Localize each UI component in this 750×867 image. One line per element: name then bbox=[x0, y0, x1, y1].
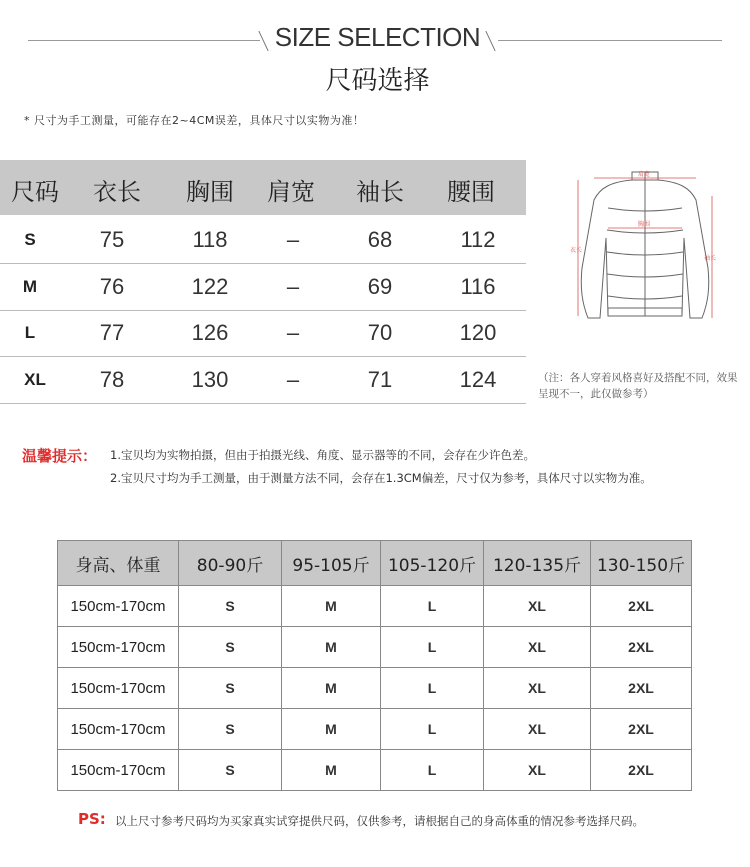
size-cell: S bbox=[179, 627, 282, 668]
jacket-measurement-diagram bbox=[570, 168, 720, 328]
page-title-cn: 尺码选择 bbox=[325, 66, 430, 96]
size-cell: M bbox=[282, 627, 381, 668]
diagram-label-chest: 胸围 bbox=[638, 221, 651, 228]
size-cell: S bbox=[179, 668, 282, 709]
ps-text: 以上尺寸参考尺码均为买家真实试穿提供尺码，仅供参考，请根据自己的身高体重的情况参考选择尺码。 bbox=[115, 814, 644, 828]
size-cell: L bbox=[381, 627, 484, 668]
length-value: 77 bbox=[99, 320, 125, 345]
waist-value: 124 bbox=[459, 367, 497, 392]
size-label: L bbox=[24, 323, 36, 342]
shoulder-value: – bbox=[286, 227, 300, 252]
sleeve-value: 70 bbox=[367, 320, 393, 345]
table-row bbox=[58, 668, 692, 709]
size-cell: M bbox=[282, 668, 381, 709]
header-weight-1: 80-90斤 bbox=[179, 541, 282, 586]
size-cell: L bbox=[381, 668, 484, 709]
header-sleeve: 袖长 bbox=[356, 178, 404, 206]
waist-value: 112 bbox=[460, 227, 496, 252]
header-shoulder: 肩宽 bbox=[267, 178, 315, 206]
size-cell: 2XL bbox=[591, 709, 692, 750]
weight-table-header bbox=[58, 541, 692, 586]
size-cell: 2XL bbox=[591, 750, 692, 791]
height-weight-table bbox=[57, 540, 692, 791]
header-height-weight: 身高、体重 bbox=[58, 541, 179, 586]
size-row-s bbox=[0, 217, 526, 264]
size-cell: XL bbox=[484, 627, 591, 668]
shoulder-value: – bbox=[286, 320, 300, 345]
size-cell: XL bbox=[484, 586, 591, 627]
size-cell: S bbox=[179, 709, 282, 750]
size-cell: 2XL bbox=[591, 586, 692, 627]
table-row bbox=[58, 627, 692, 668]
height-range: 150cm-170cm bbox=[58, 668, 179, 709]
header-chest: 胸围 bbox=[186, 178, 234, 206]
header-slash-right bbox=[485, 31, 495, 51]
measurement-note: * 尺寸为手工测量，可能存在2~4CM误差，具体尺寸以实物为准！ bbox=[24, 114, 365, 127]
size-label: M bbox=[22, 277, 38, 296]
table-row bbox=[58, 750, 692, 791]
header-slash-left bbox=[258, 31, 268, 51]
sleeve-value: 69 bbox=[367, 274, 393, 299]
shoulder-value: – bbox=[286, 367, 300, 392]
tips-label: 温馨提示： bbox=[22, 447, 98, 465]
table-row bbox=[58, 709, 692, 750]
size-cell: M bbox=[282, 750, 381, 791]
chest-value: 130 bbox=[191, 367, 229, 392]
header-rule-left bbox=[28, 40, 260, 41]
ps-label: PS: bbox=[78, 810, 106, 828]
header-weight-5: 130-150斤 bbox=[591, 541, 692, 586]
size-row-xl bbox=[0, 357, 526, 404]
size-cell: XL bbox=[484, 750, 591, 791]
height-range: 150cm-170cm bbox=[58, 586, 179, 627]
tip-2: 2.宝贝尺寸均为手工测量，由于测量方法不同，会存在1.3CM偏差，尺寸仅为参考，具体尺寸以实物为准。 bbox=[110, 471, 652, 485]
size-cell: XL bbox=[484, 709, 591, 750]
size-cell: 2XL bbox=[591, 627, 692, 668]
size-row-m bbox=[0, 264, 526, 311]
diagram-label-sleeve: 袖长 bbox=[704, 255, 717, 262]
height-range: 150cm-170cm bbox=[58, 627, 179, 668]
size-cell: S bbox=[179, 750, 282, 791]
size-cell: M bbox=[282, 709, 381, 750]
size-label: S bbox=[24, 230, 36, 249]
length-value: 78 bbox=[99, 367, 125, 392]
sleeve-value: 71 bbox=[367, 367, 393, 392]
shoulder-value: – bbox=[286, 274, 300, 299]
style-disclaimer: （注：各人穿着风格喜好及搭配不同，效果呈现不一，此仅做参考） bbox=[538, 372, 738, 400]
header-waist: 腰围 bbox=[447, 178, 495, 206]
size-cell: XL bbox=[484, 668, 591, 709]
header-weight-4: 120-135斤 bbox=[484, 541, 591, 586]
size-cell: S bbox=[179, 586, 282, 627]
sleeve-value: 68 bbox=[367, 227, 393, 252]
table-row bbox=[58, 586, 692, 627]
waist-value: 120 bbox=[459, 320, 497, 345]
length-value: 75 bbox=[99, 227, 125, 252]
header-weight-3: 105-120斤 bbox=[381, 541, 484, 586]
size-cell: L bbox=[381, 709, 484, 750]
diagram-label-length: 衣长 bbox=[570, 247, 583, 254]
size-cell: L bbox=[381, 586, 484, 627]
length-value: 76 bbox=[99, 274, 125, 299]
size-cell: 2XL bbox=[591, 668, 692, 709]
header-size: 尺码 bbox=[11, 178, 59, 206]
size-table-header bbox=[0, 160, 526, 215]
height-range: 150cm-170cm bbox=[58, 750, 179, 791]
waist-value: 116 bbox=[460, 274, 496, 299]
size-cell: L bbox=[381, 750, 484, 791]
header-weight-2: 95-105斤 bbox=[282, 541, 381, 586]
size-cell: M bbox=[282, 586, 381, 627]
size-label: XL bbox=[24, 370, 46, 389]
tip-1: 1.宝贝均为实物拍摄，但由于拍摄光线、角度、显示器等的不同，会存在少许色差。 bbox=[110, 448, 535, 462]
page-title-en: SIZE SELECTION bbox=[274, 22, 481, 52]
diagram-label-shoulder: 肩宽 bbox=[638, 171, 651, 178]
size-row-l bbox=[0, 310, 526, 357]
chest-value: 122 bbox=[191, 274, 229, 299]
height-range: 150cm-170cm bbox=[58, 709, 179, 750]
header-rule-right bbox=[498, 40, 722, 41]
header-length: 衣长 bbox=[93, 178, 141, 206]
chest-value: 118 bbox=[192, 227, 228, 252]
chest-value: 126 bbox=[191, 320, 229, 345]
